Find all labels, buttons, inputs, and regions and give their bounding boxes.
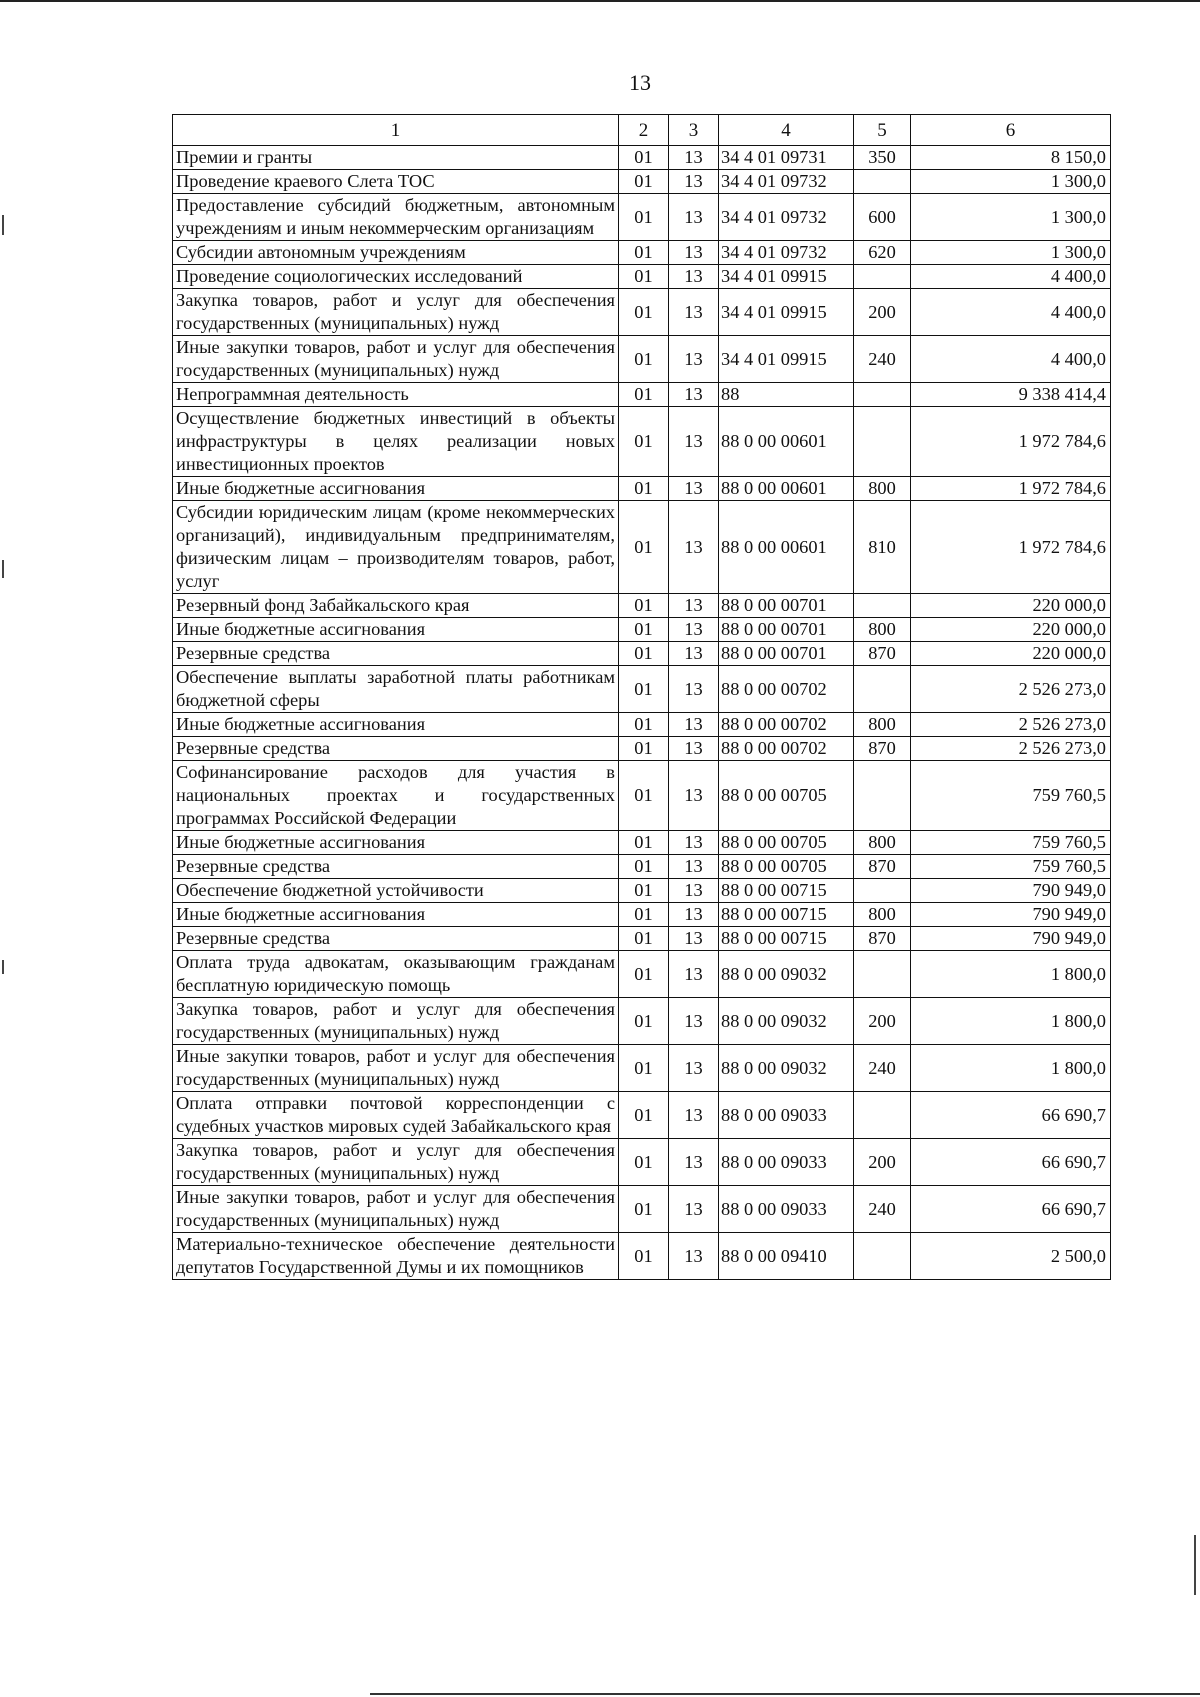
section-code-cell: 01 bbox=[619, 265, 669, 289]
expense-type-cell bbox=[854, 407, 911, 477]
section-code-cell: 01 bbox=[619, 903, 669, 927]
section-code-cell: 01 bbox=[619, 713, 669, 737]
scan-edge-mark bbox=[1194, 1535, 1196, 1595]
expense-name-cell: Резервные средства bbox=[173, 642, 619, 666]
expense-type-cell: 200 bbox=[854, 998, 911, 1045]
expense-type-cell: 600 bbox=[854, 194, 911, 241]
subsection-code-cell: 13 bbox=[669, 927, 719, 951]
table-row bbox=[173, 1045, 1111, 1092]
expense-name-cell: Иные бюджетные ассигнования bbox=[173, 477, 619, 501]
expense-type-cell bbox=[854, 1233, 911, 1280]
target-article-cell: 88 0 00 00702 bbox=[719, 737, 854, 761]
amount-cell: 790 949,0 bbox=[911, 927, 1111, 951]
subsection-code-cell: 13 bbox=[669, 336, 719, 383]
expense-name-cell: Материально-техническое обеспечение деятельности депутатов Государственной Думы и их помощников bbox=[173, 1233, 619, 1280]
expense-type-cell bbox=[854, 1092, 911, 1139]
expense-name-cell: Обеспечение бюджетной устойчивости bbox=[173, 879, 619, 903]
section-code-cell: 01 bbox=[619, 194, 669, 241]
expense-type-cell: 240 bbox=[854, 1186, 911, 1233]
expense-type-cell bbox=[854, 879, 911, 903]
subsection-code-cell: 13 bbox=[669, 998, 719, 1045]
target-article-cell: 88 0 00 00701 bbox=[719, 642, 854, 666]
table-row bbox=[173, 1233, 1111, 1280]
expense-name-cell: Субсидии юридическим лицам (кроме некоммерческих организаций), индивидуальным предпринимателям, физическим лицам – производителям товаров, работ, услуг bbox=[173, 501, 619, 594]
amount-cell: 2 500,0 bbox=[911, 1233, 1111, 1280]
expense-name-cell: Обеспечение выплаты заработной платы работникам бюджетной сферы bbox=[173, 666, 619, 713]
amount-cell: 66 690,7 bbox=[911, 1186, 1111, 1233]
subsection-code-cell: 13 bbox=[669, 642, 719, 666]
expense-type-cell: 870 bbox=[854, 737, 911, 761]
amount-cell: 759 760,5 bbox=[911, 761, 1111, 831]
target-article-cell: 88 0 00 09033 bbox=[719, 1092, 854, 1139]
amount-cell: 759 760,5 bbox=[911, 831, 1111, 855]
subsection-code-cell: 13 bbox=[669, 170, 719, 194]
table-row bbox=[173, 289, 1111, 336]
target-article-cell: 88 0 00 09032 bbox=[719, 998, 854, 1045]
subsection-code-cell: 13 bbox=[669, 407, 719, 477]
table-row bbox=[173, 903, 1111, 927]
subsection-code-cell: 13 bbox=[669, 831, 719, 855]
expense-name-cell: Резервные средства bbox=[173, 737, 619, 761]
amount-cell: 1 300,0 bbox=[911, 170, 1111, 194]
target-article-cell: 88 0 00 09033 bbox=[719, 1139, 854, 1186]
section-code-cell: 01 bbox=[619, 170, 669, 194]
target-article-cell: 88 0 00 00715 bbox=[719, 879, 854, 903]
expense-name-cell: Предоставление субсидий бюджетным, автономным учреждениям и иным некоммерческим организациям bbox=[173, 194, 619, 241]
section-code-cell: 01 bbox=[619, 1186, 669, 1233]
subsection-code-cell: 13 bbox=[669, 737, 719, 761]
target-article-cell: 88 0 00 00705 bbox=[719, 855, 854, 879]
subsection-code-cell: 13 bbox=[669, 1092, 719, 1139]
expense-type-cell bbox=[854, 170, 911, 194]
target-article-cell: 88 0 00 00715 bbox=[719, 927, 854, 951]
target-article-cell: 88 0 00 00705 bbox=[719, 761, 854, 831]
target-article-cell: 34 4 01 09731 bbox=[719, 146, 854, 170]
subsection-code-cell: 13 bbox=[669, 761, 719, 831]
amount-cell: 220 000,0 bbox=[911, 642, 1111, 666]
table-row bbox=[173, 1092, 1111, 1139]
subsection-code-cell: 13 bbox=[669, 618, 719, 642]
expense-name-cell: Закупка товаров, работ и услуг для обеспечения государственных (муниципальных) нужд bbox=[173, 1139, 619, 1186]
expense-type-cell: 800 bbox=[854, 477, 911, 501]
expense-type-cell: 200 bbox=[854, 1139, 911, 1186]
table-header-row bbox=[173, 115, 1111, 146]
expense-type-cell: 620 bbox=[854, 241, 911, 265]
expense-name-cell: Иные бюджетные ассигнования bbox=[173, 831, 619, 855]
expense-name-cell: Проведение краевого Слета ТОС bbox=[173, 170, 619, 194]
amount-cell: 1 972 784,6 bbox=[911, 407, 1111, 477]
target-article-cell: 34 4 01 09732 bbox=[719, 241, 854, 265]
section-code-cell: 01 bbox=[619, 383, 669, 407]
expense-type-cell: 240 bbox=[854, 336, 911, 383]
section-code-cell: 01 bbox=[619, 477, 669, 501]
subsection-code-cell: 13 bbox=[669, 855, 719, 879]
expense-type-cell: 870 bbox=[854, 927, 911, 951]
scan-edge-mark bbox=[2, 960, 4, 974]
table-row bbox=[173, 666, 1111, 713]
table-row bbox=[173, 146, 1111, 170]
section-code-cell: 01 bbox=[619, 336, 669, 383]
budget-table bbox=[172, 114, 1111, 1280]
expense-type-cell: 870 bbox=[854, 855, 911, 879]
subsection-code-cell: 13 bbox=[669, 1233, 719, 1280]
section-code-cell: 01 bbox=[619, 1139, 669, 1186]
section-code-cell: 01 bbox=[619, 1092, 669, 1139]
expense-type-cell: 800 bbox=[854, 713, 911, 737]
target-article-cell: 34 4 01 09915 bbox=[719, 265, 854, 289]
section-code-cell: 01 bbox=[619, 855, 669, 879]
expense-name-cell: Иные закупки товаров, работ и услуг для обеспечения государственных (муниципальных) нужд bbox=[173, 1186, 619, 1233]
scan-edge-mark bbox=[2, 560, 4, 578]
section-code-cell: 01 bbox=[619, 951, 669, 998]
expense-type-cell: 800 bbox=[854, 903, 911, 927]
table-row bbox=[173, 170, 1111, 194]
bottom-scan-border bbox=[370, 1693, 1200, 1695]
subsection-code-cell: 13 bbox=[669, 477, 719, 501]
expense-type-cell: 200 bbox=[854, 289, 911, 336]
section-code-cell: 01 bbox=[619, 1233, 669, 1280]
amount-cell: 2 526 273,0 bbox=[911, 713, 1111, 737]
target-article-cell: 34 4 01 09915 bbox=[719, 336, 854, 383]
table-row bbox=[173, 265, 1111, 289]
amount-cell: 1 300,0 bbox=[911, 194, 1111, 241]
table-row bbox=[173, 383, 1111, 407]
expense-type-cell bbox=[854, 594, 911, 618]
amount-cell: 220 000,0 bbox=[911, 594, 1111, 618]
amount-cell: 4 400,0 bbox=[911, 336, 1111, 383]
top-scan-border bbox=[0, 0, 1200, 2]
table-row bbox=[173, 1139, 1111, 1186]
target-article-cell: 88 0 00 00702 bbox=[719, 666, 854, 713]
table-row bbox=[173, 927, 1111, 951]
subsection-code-cell: 13 bbox=[669, 1139, 719, 1186]
section-code-cell: 01 bbox=[619, 831, 669, 855]
subsection-code-cell: 13 bbox=[669, 289, 719, 336]
target-article-cell: 88 0 00 00601 bbox=[719, 477, 854, 501]
amount-cell: 4 400,0 bbox=[911, 265, 1111, 289]
table-row bbox=[173, 761, 1111, 831]
expense-type-cell: 800 bbox=[854, 618, 911, 642]
amount-cell: 4 400,0 bbox=[911, 289, 1111, 336]
table-row bbox=[173, 737, 1111, 761]
target-article-cell: 34 4 01 09732 bbox=[719, 194, 854, 241]
expense-name-cell: Иные закупки товаров, работ и услуг для обеспечения государственных (муниципальных) нужд bbox=[173, 1045, 619, 1092]
amount-cell: 1 300,0 bbox=[911, 241, 1111, 265]
scan-edge-mark bbox=[2, 215, 4, 235]
section-code-cell: 01 bbox=[619, 241, 669, 265]
column-header: 5 bbox=[854, 115, 911, 146]
table-row bbox=[173, 713, 1111, 737]
subsection-code-cell: 13 bbox=[669, 903, 719, 927]
subsection-code-cell: 13 bbox=[669, 951, 719, 998]
expense-name-cell: Иные бюджетные ассигнования bbox=[173, 713, 619, 737]
subsection-code-cell: 13 bbox=[669, 194, 719, 241]
expense-type-cell: 870 bbox=[854, 642, 911, 666]
section-code-cell: 01 bbox=[619, 879, 669, 903]
amount-cell: 1 800,0 bbox=[911, 1045, 1111, 1092]
subsection-code-cell: 13 bbox=[669, 1045, 719, 1092]
subsection-code-cell: 13 bbox=[669, 594, 719, 618]
page-number: 13 bbox=[629, 70, 651, 95]
expense-name-cell: Закупка товаров, работ и услуг для обеспечения государственных (муниципальных) нужд bbox=[173, 998, 619, 1045]
expense-type-cell bbox=[854, 951, 911, 998]
expense-type-cell: 800 bbox=[854, 831, 911, 855]
table-body bbox=[173, 146, 1111, 1280]
expense-name-cell: Софинансирование расходов для участия в национальных проектах и государственных программах Российской Федерации bbox=[173, 761, 619, 831]
amount-cell: 220 000,0 bbox=[911, 618, 1111, 642]
table-row bbox=[173, 998, 1111, 1045]
column-header: 6 bbox=[911, 115, 1111, 146]
subsection-code-cell: 13 bbox=[669, 241, 719, 265]
target-article-cell: 88 0 00 09032 bbox=[719, 951, 854, 998]
amount-cell: 66 690,7 bbox=[911, 1139, 1111, 1186]
subsection-code-cell: 13 bbox=[669, 265, 719, 289]
section-code-cell: 01 bbox=[619, 289, 669, 336]
amount-cell: 2 526 273,0 bbox=[911, 666, 1111, 713]
expense-name-cell: Иные закупки товаров, работ и услуг для обеспечения государственных (муниципальных) нужд bbox=[173, 336, 619, 383]
section-code-cell: 01 bbox=[619, 594, 669, 618]
table-row bbox=[173, 879, 1111, 903]
expense-type-cell: 350 bbox=[854, 146, 911, 170]
amount-cell: 2 526 273,0 bbox=[911, 737, 1111, 761]
column-header: 3 bbox=[669, 115, 719, 146]
target-article-cell: 88 0 00 00701 bbox=[719, 618, 854, 642]
table-row bbox=[173, 241, 1111, 265]
table-row bbox=[173, 501, 1111, 594]
expense-name-cell: Осуществление бюджетных инвестиций в объекты инфраструктуры в целях реализации новых инвестиционных проектов bbox=[173, 407, 619, 477]
expense-type-cell bbox=[854, 666, 911, 713]
amount-cell: 66 690,7 bbox=[911, 1092, 1111, 1139]
target-article-cell: 88 0 00 00701 bbox=[719, 594, 854, 618]
expense-type-cell bbox=[854, 383, 911, 407]
amount-cell: 759 760,5 bbox=[911, 855, 1111, 879]
column-header: 2 bbox=[619, 115, 669, 146]
expense-name-cell: Резервные средства bbox=[173, 855, 619, 879]
target-article-cell: 88 0 00 00715 bbox=[719, 903, 854, 927]
target-article-cell: 88 0 00 09410 bbox=[719, 1233, 854, 1280]
table-row bbox=[173, 855, 1111, 879]
table-row bbox=[173, 642, 1111, 666]
section-code-cell: 01 bbox=[619, 642, 669, 666]
expense-name-cell: Непрограммная деятельность bbox=[173, 383, 619, 407]
expense-name-cell: Резервные средства bbox=[173, 927, 619, 951]
expense-name-cell: Проведение социологических исследований bbox=[173, 265, 619, 289]
section-code-cell: 01 bbox=[619, 998, 669, 1045]
expense-name-cell: Оплата труда адвокатам, оказывающим гражданам бесплатную юридическую помощь bbox=[173, 951, 619, 998]
target-article-cell: 88 0 00 00705 bbox=[719, 831, 854, 855]
table-row bbox=[173, 407, 1111, 477]
table-row bbox=[173, 618, 1111, 642]
target-article-cell: 88 0 00 09033 bbox=[719, 1186, 854, 1233]
amount-cell: 1 800,0 bbox=[911, 951, 1111, 998]
section-code-cell: 01 bbox=[619, 618, 669, 642]
subsection-code-cell: 13 bbox=[669, 879, 719, 903]
amount-cell: 9 338 414,4 bbox=[911, 383, 1111, 407]
section-code-cell: 01 bbox=[619, 407, 669, 477]
table-row bbox=[173, 1186, 1111, 1233]
target-article-cell: 88 0 00 00601 bbox=[719, 407, 854, 477]
table-row bbox=[173, 194, 1111, 241]
subsection-code-cell: 13 bbox=[669, 713, 719, 737]
table-row bbox=[173, 594, 1111, 618]
subsection-code-cell: 13 bbox=[669, 383, 719, 407]
expense-type-cell bbox=[854, 761, 911, 831]
table-row bbox=[173, 831, 1111, 855]
subsection-code-cell: 13 bbox=[669, 1186, 719, 1233]
target-article-cell: 34 4 01 09915 bbox=[719, 289, 854, 336]
expense-name-cell: Оплата отправки почтовой корреспонденции с судебных участков мировых судей Забайкальского края bbox=[173, 1092, 619, 1139]
expense-name-cell: Иные бюджетные ассигнования bbox=[173, 618, 619, 642]
expense-name-cell: Резервный фонд Забайкальского края bbox=[173, 594, 619, 618]
subsection-code-cell: 13 bbox=[669, 666, 719, 713]
amount-cell: 8 150,0 bbox=[911, 146, 1111, 170]
target-article-cell: 88 bbox=[719, 383, 854, 407]
amount-cell: 1 800,0 bbox=[911, 998, 1111, 1045]
target-article-cell: 88 0 00 09032 bbox=[719, 1045, 854, 1092]
expense-type-cell bbox=[854, 265, 911, 289]
amount-cell: 790 949,0 bbox=[911, 903, 1111, 927]
amount-cell: 1 972 784,6 bbox=[911, 501, 1111, 594]
expense-name-cell: Иные бюджетные ассигнования bbox=[173, 903, 619, 927]
expense-name-cell: Премии и гранты bbox=[173, 146, 619, 170]
column-header: 4 bbox=[719, 115, 854, 146]
subsection-code-cell: 13 bbox=[669, 501, 719, 594]
section-code-cell: 01 bbox=[619, 146, 669, 170]
table-row bbox=[173, 477, 1111, 501]
section-code-cell: 01 bbox=[619, 1045, 669, 1092]
target-article-cell: 88 0 00 00702 bbox=[719, 713, 854, 737]
section-code-cell: 01 bbox=[619, 501, 669, 594]
target-article-cell: 34 4 01 09732 bbox=[719, 170, 854, 194]
section-code-cell: 01 bbox=[619, 761, 669, 831]
amount-cell: 790 949,0 bbox=[911, 879, 1111, 903]
subsection-code-cell: 13 bbox=[669, 146, 719, 170]
section-code-cell: 01 bbox=[619, 666, 669, 713]
expense-type-cell: 810 bbox=[854, 501, 911, 594]
section-code-cell: 01 bbox=[619, 927, 669, 951]
column-header: 1 bbox=[173, 115, 619, 146]
expense-type-cell: 240 bbox=[854, 1045, 911, 1092]
target-article-cell: 88 0 00 00601 bbox=[719, 501, 854, 594]
amount-cell: 1 972 784,6 bbox=[911, 477, 1111, 501]
section-code-cell: 01 bbox=[619, 737, 669, 761]
expense-name-cell: Закупка товаров, работ и услуг для обеспечения государственных (муниципальных) нужд bbox=[173, 289, 619, 336]
table-row bbox=[173, 951, 1111, 998]
table-row bbox=[173, 336, 1111, 383]
expense-name-cell: Субсидии автономным учреждениям bbox=[173, 241, 619, 265]
